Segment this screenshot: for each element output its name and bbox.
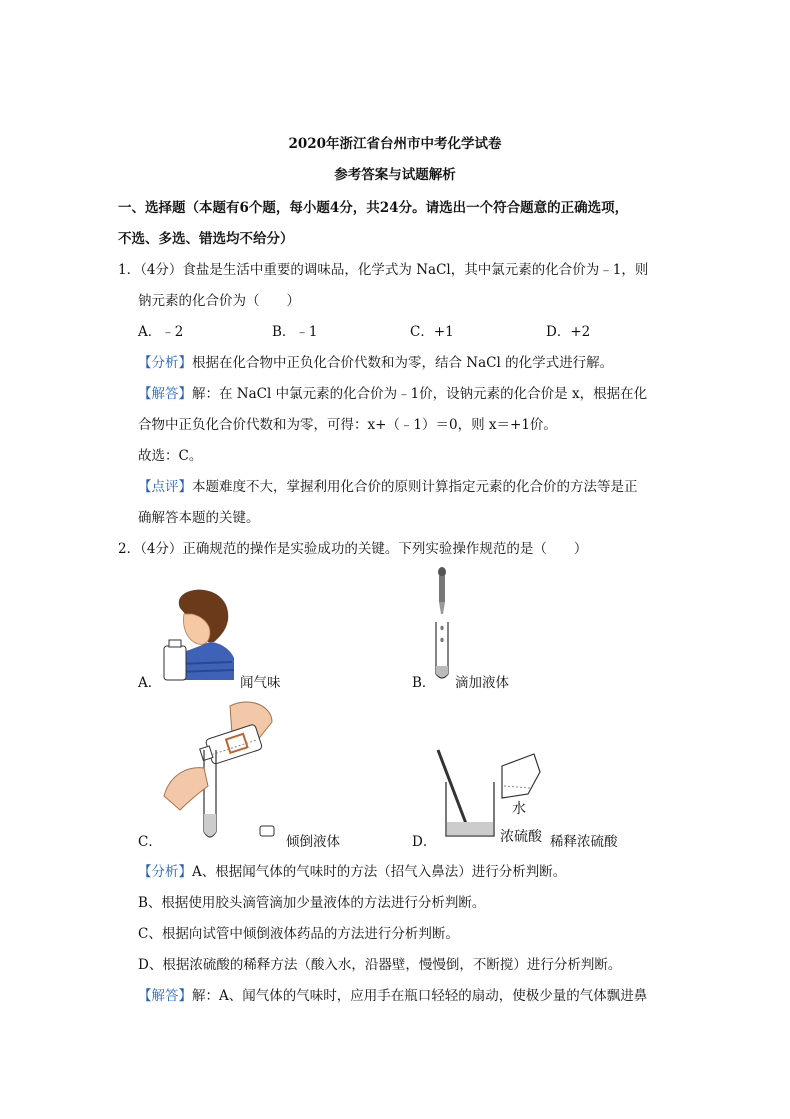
analysis-tag: 【分析】	[138, 864, 192, 880]
q1-stem-line1: 1．（4分）食盐是生活中重要的调味品，化学式为 NaCl，其中氯元素的化合价为﹣1，则	[118, 262, 649, 278]
q1-answer-line2: 合物中正负化合价代数和为零，可得：x+（﹣1）＝0，则 x＝+1价。	[138, 417, 557, 433]
q2-analysis-a	[138, 863, 566, 881]
section-heading-line2: 不选、多选、错选均不给分）	[118, 231, 294, 247]
q2-option-b-label: 滴加液体	[455, 675, 509, 691]
q1-analysis	[138, 354, 613, 372]
q1-comment-line1	[138, 478, 638, 496]
q2-option-d-acid-label: 浓硫酸	[500, 829, 542, 845]
q2-analysis-d: D、根据浓硫酸的稀释方法（酸入水，沿器壁，慢慢倒，不断搅）进行分析判断。	[138, 957, 622, 973]
dropper-figure	[432, 566, 452, 688]
q2-analysis-b: B、根据使用胶头滴管滴加少量液体的方法进行分析判断。	[138, 895, 486, 911]
q2-option-b-letter: B．	[412, 675, 436, 691]
smelling-figure	[158, 586, 238, 686]
q1-comment-line2: 确解答本题的关键。	[138, 510, 260, 526]
analysis-tag: 【分析】	[138, 355, 192, 371]
answer-text: 解：在 NaCl 中氯元素的化合价为﹣1价，设钠元素的化合价是 x，根据在化	[192, 386, 648, 402]
q2-analysis-c: C、根据向试管中倾倒液体药品的方法进行分析判断。	[138, 926, 459, 942]
pouring-figure	[160, 696, 284, 852]
page-title: 2020年浙江省台州市中考化学试卷	[288, 136, 502, 152]
analysis-text: A、根据闻气体的气味时的方法（招气入鼻法）进行分析判断。	[192, 864, 567, 880]
q1-choice: 故选：C。	[138, 448, 203, 464]
q1-option-d: D．+2	[546, 324, 591, 340]
q2-option-a-label: 闻气味	[240, 675, 281, 691]
q1-answer-line1	[138, 385, 647, 403]
analysis-text: 根据在化合物中正负化合价代数和为零，结合 NaCl 的化学式进行解。	[192, 355, 614, 371]
q1-stem-line2: 钠元素的化合价为（ ）	[138, 293, 300, 309]
q2-stem: 2．（4分）正确规范的操作是实验成功的关键。下列实验操作规范的是（ ）	[118, 541, 588, 557]
answer-tag: 【解答】	[138, 386, 192, 402]
q2-answer-line1	[138, 987, 647, 1005]
q2-option-c-letter: C．	[138, 834, 162, 850]
section-heading-line1: 一、选择题（本题有6个题，每小题4分，共24分。请选出一个符合题意的正确选项，	[118, 200, 629, 216]
answer-text: 解：A、闻气体的气味时，应用手在瓶口轻轻的扇动，使极少量的气体飘进鼻	[192, 988, 648, 1004]
q2-option-d-label: 稀释浓硫酸	[550, 834, 618, 850]
answer-tag: 【解答】	[138, 988, 192, 1004]
q1-option-a: A．﹣2	[138, 324, 184, 340]
q2-option-d-water-label: 水	[512, 801, 526, 817]
q2-option-d-letter: D．	[412, 834, 437, 850]
q1-option-b: B．﹣1	[272, 324, 318, 340]
comment-tag: 【点评】	[138, 479, 192, 495]
q1-option-c: C．+1	[410, 324, 454, 340]
comment-text: 本题难度不大，掌握利用化合价的原则计算指定元素的化合价的方法等是正	[192, 479, 638, 495]
q2-option-c-label: 倾倒液体	[286, 834, 340, 850]
page-subtitle: 参考答案与试题解析	[334, 167, 456, 183]
q2-option-a-letter: A．	[138, 675, 162, 691]
